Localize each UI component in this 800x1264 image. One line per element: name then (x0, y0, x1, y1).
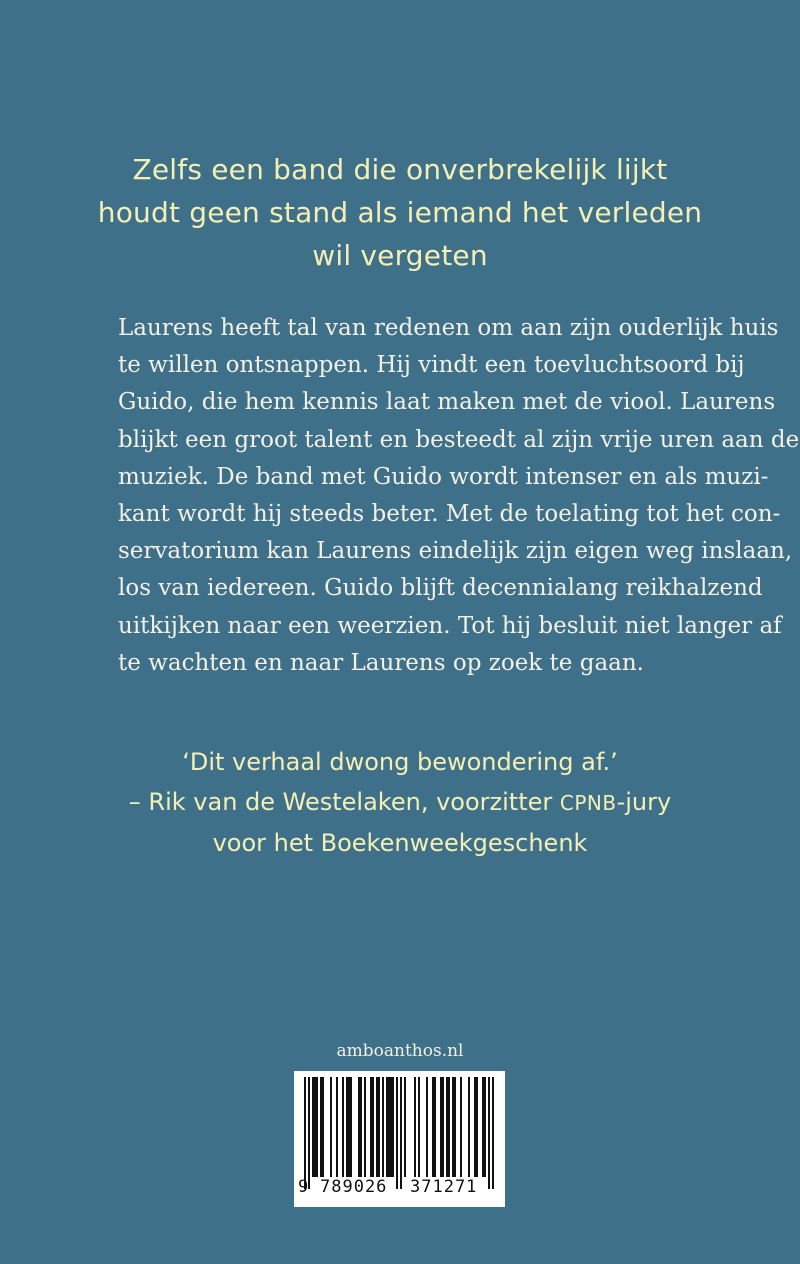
blurb-line: los van iedereen. Guido blijft decennialang reikhalzend (118, 575, 763, 602)
blurb-paragraph (118, 310, 800, 682)
blurb-line: uitkijken naar een weerzien. Tot hij besluit niet langer af (118, 612, 782, 639)
barcode-bar (484, 1077, 486, 1177)
blurb-line: muziek. De band met Guido wordt intenser en als muzi- (118, 463, 769, 490)
barcode-bar (322, 1077, 324, 1177)
barcode-bar (390, 1077, 392, 1177)
barcode-bar (426, 1077, 428, 1177)
barcode-bar (432, 1077, 434, 1177)
barcode-bar (460, 1077, 462, 1177)
barcode-bar (304, 1077, 306, 1189)
barcode-bar (442, 1077, 444, 1177)
barcode-bar (474, 1077, 476, 1177)
barcode-bar (372, 1077, 374, 1177)
tagline (60, 148, 740, 277)
barcode-bar (316, 1077, 318, 1177)
barcode-bar (320, 1077, 322, 1177)
quote-text: ‘Dit verhaal dwong bewondering af.’ (182, 748, 618, 776)
isbn-barcode (294, 1071, 505, 1207)
barcode-bar (392, 1077, 394, 1177)
barcode-bar (388, 1077, 390, 1177)
attribution-name: – Rik van de Westelaken, voorzitter (128, 788, 560, 816)
barcode-bar (386, 1077, 388, 1177)
barcode-bar (476, 1077, 478, 1177)
barcode-bar (346, 1077, 348, 1177)
barcode-bar (448, 1077, 450, 1177)
barcode-bar (488, 1077, 490, 1189)
quote-attribution (60, 782, 740, 823)
tagline-line: wil vergeten (312, 239, 488, 272)
barcode-bar (312, 1077, 314, 1177)
blurb-line: Laurens heeft tal van redenen om aan zijn ouderlijk huis (118, 315, 779, 341)
blurb-line: kant wordt hij steeds beter. Met de toelating tot het con- (118, 501, 781, 528)
jury-label: -jury (616, 788, 672, 816)
barcode-bar (454, 1077, 456, 1177)
barcode-bar (440, 1077, 442, 1177)
barcode-bar (308, 1077, 310, 1189)
barcode-bar (314, 1077, 316, 1177)
barcode-bar (376, 1077, 378, 1177)
barcode-bar (348, 1077, 350, 1177)
blurb-line: te willen ontsnappen. Hij vindt een toevluchtsoord bij (118, 352, 745, 379)
tagline-line: houdt geen stand als iemand het verleden (97, 196, 703, 229)
barcode-bar (342, 1077, 344, 1177)
barcode-bar (418, 1077, 420, 1177)
barcode-bar (336, 1077, 338, 1177)
barcode-bar (382, 1077, 384, 1177)
isbn-group-right: 371271 (410, 1177, 478, 1197)
cpnb-label: CPNB (559, 791, 617, 815)
barcode-bar (364, 1077, 366, 1177)
barcode-bar (400, 1077, 402, 1189)
barcode-bar (360, 1077, 362, 1177)
blurb-line: blijkt een groot talent en besteedt al zijn vrije uren aan de (118, 426, 800, 453)
barcode-bar (482, 1077, 484, 1177)
tagline-line: Zelfs een band die onverbrekelijk lijkt (132, 153, 668, 186)
barcode-bar (452, 1077, 454, 1177)
barcode-bar (350, 1077, 352, 1177)
publisher-url: amboanthos.nl (336, 1041, 464, 1061)
blurb-line: te wachten en naar Laurens op zoek te gaan. (118, 649, 644, 676)
barcode-bar (370, 1077, 372, 1177)
barcode-bar (404, 1077, 406, 1177)
barcode-bar (434, 1077, 436, 1177)
isbn-lead-digit: 9 (298, 1177, 309, 1197)
barcode-bar (396, 1077, 398, 1189)
barcode-bar (330, 1077, 332, 1177)
isbn-group-left: 789026 (320, 1177, 388, 1197)
isbn-number (294, 1175, 505, 1203)
review-quote (60, 742, 740, 863)
barcode-bar (492, 1077, 494, 1189)
quote-attribution-context: voor het Boekenweekgeschenk (212, 829, 588, 857)
blurb-line: Guido, die hem kennis laat maken met de viool. Laurens (118, 389, 776, 416)
blurb-line: servatorium kan Laurens eindelijk zijn eigen weg inslaan, (118, 538, 793, 565)
barcode-bar (414, 1077, 416, 1177)
barcode-bar (468, 1077, 470, 1177)
barcode-bar (446, 1077, 448, 1177)
barcode-bar (358, 1077, 360, 1177)
barcode-bar (378, 1077, 380, 1177)
